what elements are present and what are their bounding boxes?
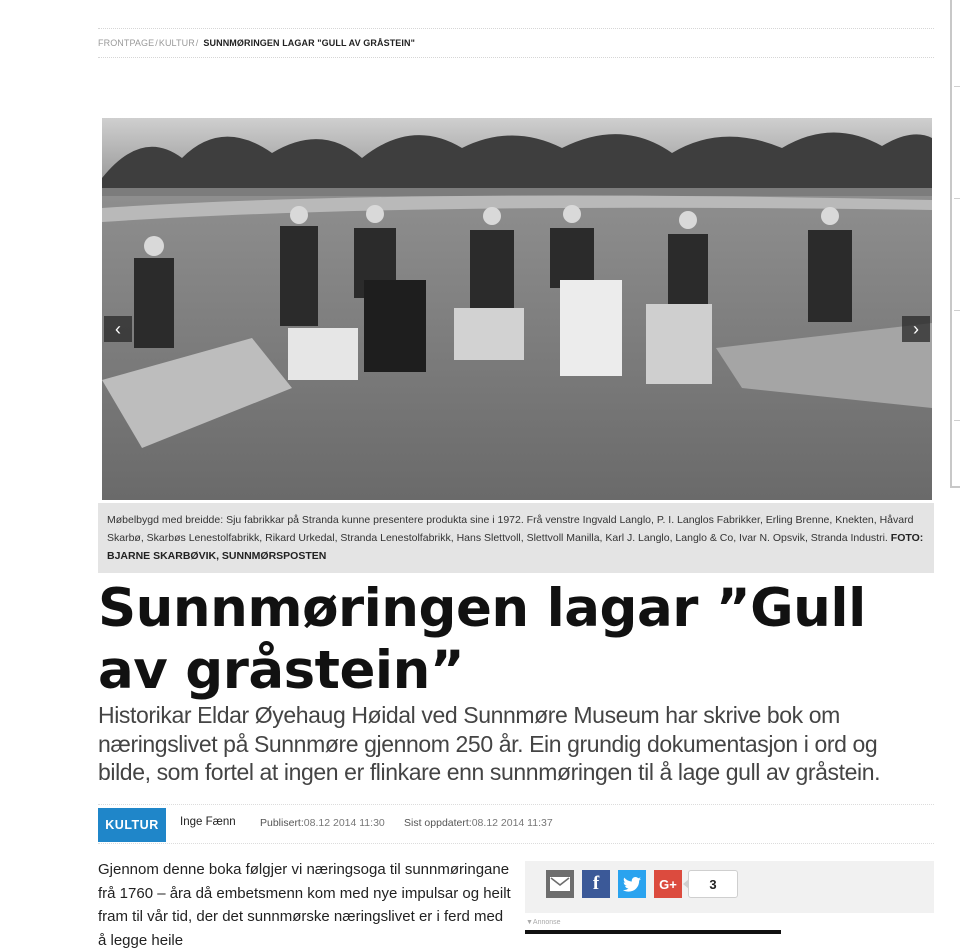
photo-credit: FOTO: BJARNE SKARBØVIK, SUNNMØRSPOSTEN [107,532,924,562]
ad-banner[interactable] [525,930,781,934]
article-meta-bar [98,804,934,844]
chevron-right-icon: › [913,318,919,339]
article-lead: Historikar Eldar Øyehaug Høidal ved Sunnmøre Museum har skrive bok om næringslivet på Sunnmøre gjennom 250 år. Ein grundig dokumentasjon i ord og bilde, som fortel at ingen er flinkare enn sunnmøringen til å lage gull av gråstein. [98,702,881,785]
author-name[interactable]: Inge Fænn [180,816,236,828]
breadcrumb-separator: / [155,38,158,48]
scrollbar-mark [954,86,960,87]
scrollbar-mark [954,420,960,421]
googleplus-icon: G+ [659,876,677,892]
share-facebook-button[interactable] [582,870,610,898]
article-body: Gjennom denne boka følgjer vi næringsoga til sunnmøringane frå 1760 – åra då embetsmenn kom med nye impulsar og heilt fram til vår tid, der det sunnmørske næringslivet er i ferd med å legge heile [98,861,511,949]
share-bar [525,861,934,913]
breadcrumb-frontpage[interactable]: FRONTPAGE [98,38,155,48]
email-icon [550,877,570,891]
published-value: 08.12 2014 11:30 [303,817,385,829]
chevron-left-icon: ‹ [115,318,121,339]
share-googleplus-button[interactable] [654,870,682,898]
updated-value: 08.12 2014 11:37 [471,817,553,829]
updated-date [404,817,553,829]
updated-label: Sist oppdatert: [404,817,472,829]
section-tag[interactable]: KULTUR [98,808,166,842]
breadcrumb-current: SUNNMØRINGEN LAGAR "GULL AV GRÅSTEIN" [203,38,415,48]
breadcrumb-separator: / [195,38,199,48]
facebook-icon: f [592,873,600,894]
article-photo [102,118,932,500]
breadcrumb-kultur[interactable]: KULTUR [158,38,195,48]
published-date [260,817,385,829]
breadcrumb [98,28,934,58]
gallery-prev-button[interactable] [104,316,132,342]
caption-text: Møbelbygd med breidde: Sju fabrikkar på Stranda kunne presentere produkta sine i 1972. Frå venstre Ingvald Langlo, P. I. Langlos Fabrikker, Erling Brenne, Knekten, Håvard Skarbø, Skarbøs Lenestolfabrikk, Rikard Urkedal, Stranda Lenestolfabrikk, Hans Slettvoll, Slettvoll Manilla, Karl J. Langlo, Langlo & Co, Ivar N. Opsvik, Stranda Industri. [107,514,914,544]
share-email-button[interactable] [546,870,574,898]
scrollbar-mark [954,198,960,199]
share-twitter-button[interactable] [618,870,646,898]
page-scrollbar[interactable] [950,0,960,488]
share-count: 3 [688,870,738,898]
ad-label: ▼Annonse [526,919,561,926]
scrollbar-mark [954,310,960,311]
photo-scene [102,118,932,500]
photo-caption [98,503,934,573]
gallery-next-button[interactable] [902,316,930,342]
article-title: Sunnmøringen lagar ”Gull av gråstein” [98,578,866,701]
twitter-icon [623,877,641,892]
published-label: Publisert: [260,817,304,829]
